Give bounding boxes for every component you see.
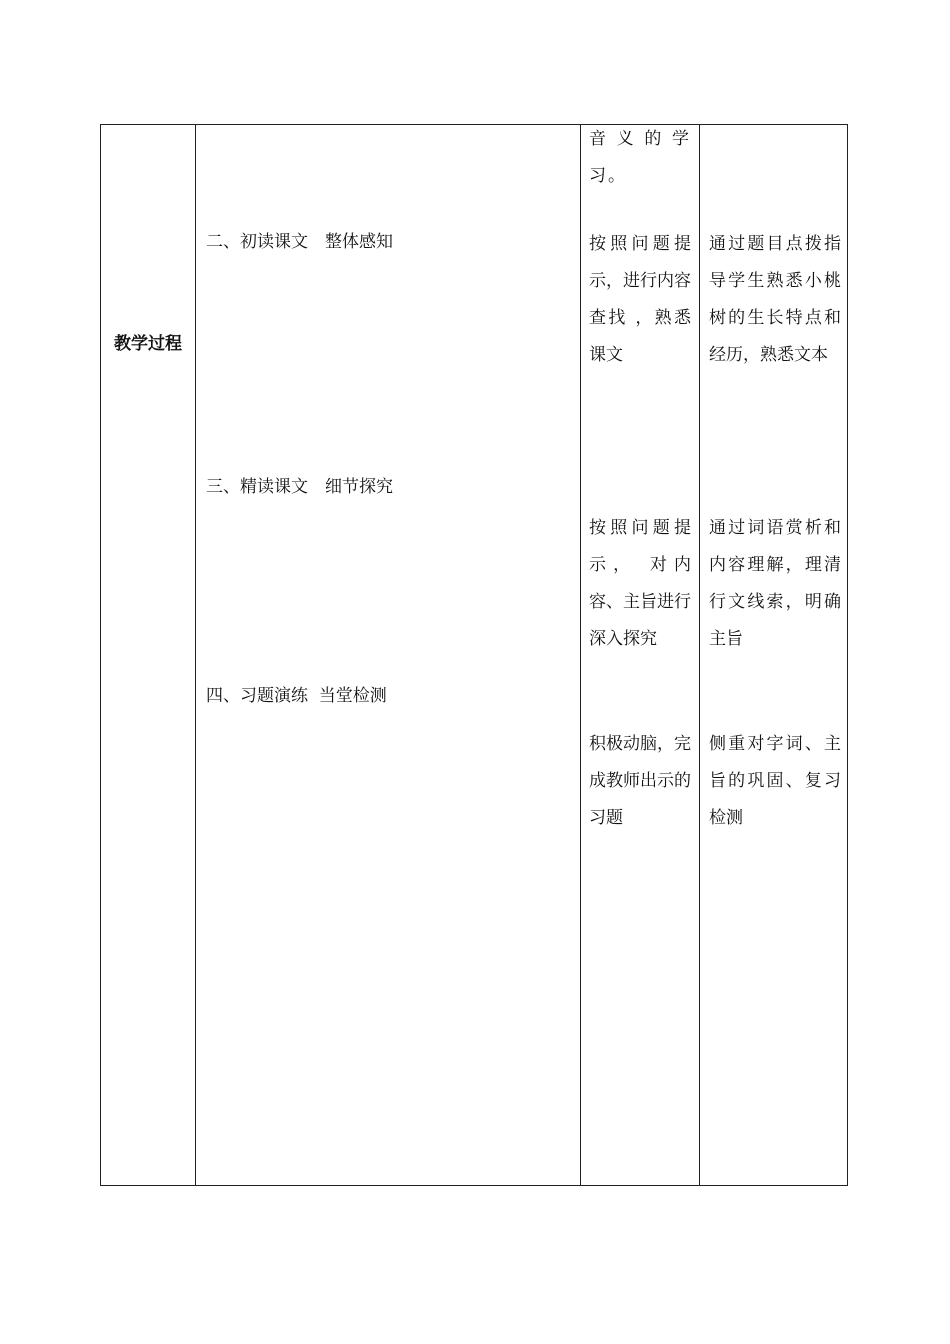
student-activity: 积极动脑，完成教师出示的习题 xyxy=(589,734,691,828)
table-divider xyxy=(580,124,581,1186)
student-activity: 按照问题提示， 对内容、主旨进行深入探究 xyxy=(589,518,691,649)
design-intent: 通过题目点拨指导学生熟悉小桃树的生长特点和经历，熟悉文本 xyxy=(709,234,841,365)
row-label: 教学过程 xyxy=(114,334,182,354)
step-title: 四、习题演练 当堂检测 xyxy=(206,686,387,706)
table-divider xyxy=(195,124,196,1186)
student-activity: 按照问题提示，进行内容查找 ，熟悉课文 xyxy=(589,234,691,365)
step-title: 三、精读课文 细节探究 xyxy=(206,477,393,497)
design-intent: 侧重对字词、主旨的巩固、复习检测 xyxy=(709,734,841,828)
design-intent: 通过词语赏析和内容理解，理清行文线索，明确主旨 xyxy=(709,518,841,649)
table-divider xyxy=(699,124,700,1186)
step-title: 二、初读课文 整体感知 xyxy=(206,232,393,252)
student-activity: 音义的学习。 xyxy=(589,129,691,186)
